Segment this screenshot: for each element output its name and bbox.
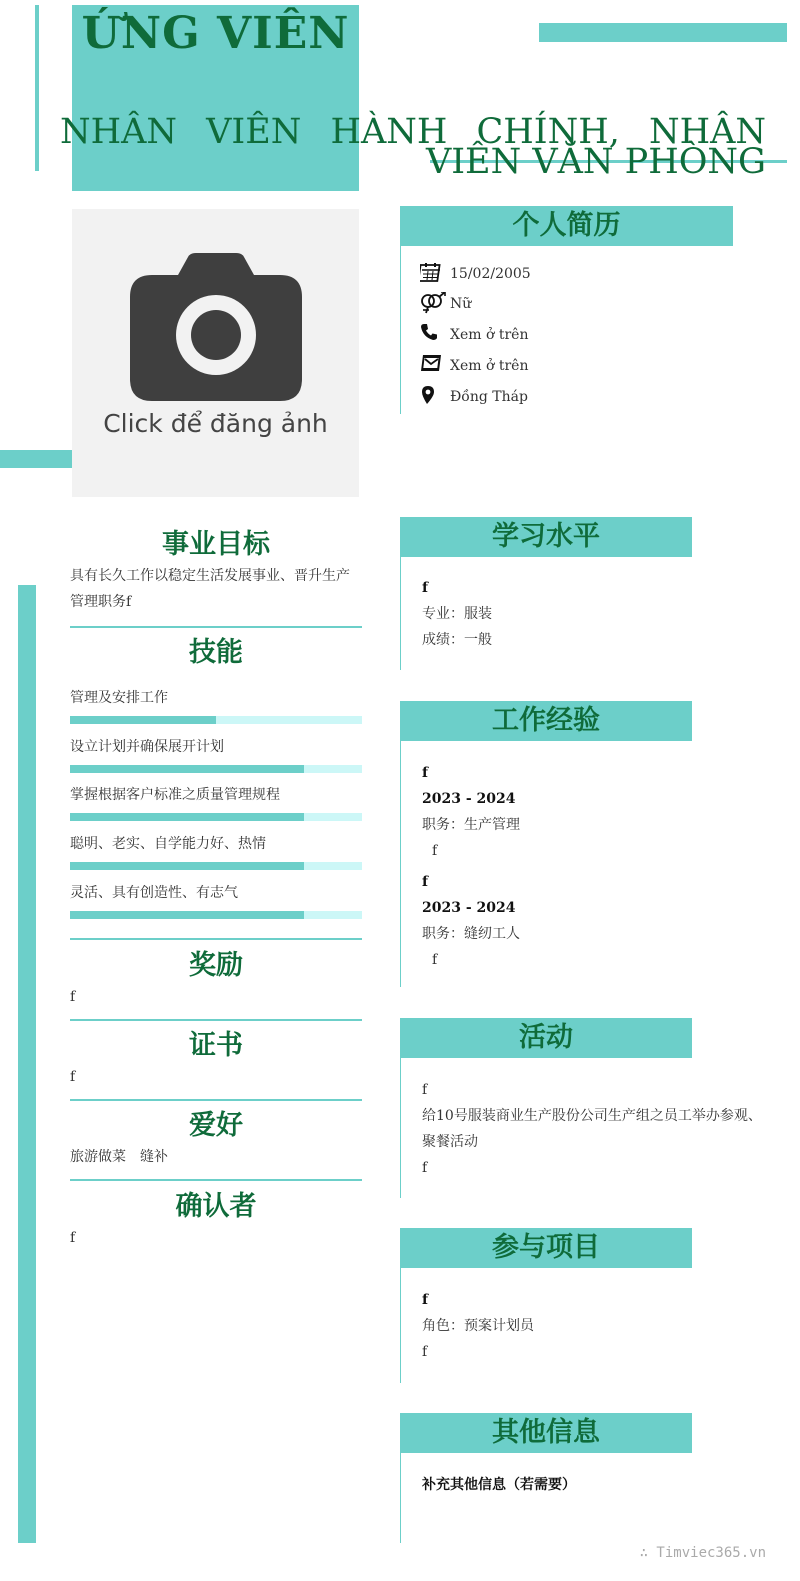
personal-heading: 个人简历 xyxy=(400,206,733,246)
skill-item xyxy=(70,785,362,821)
skill-name[interactable]: 管理及安排工作 xyxy=(70,690,168,706)
projects-body xyxy=(422,1287,762,1365)
experience-heading: 工作经验 xyxy=(400,701,692,741)
awards-text[interactable]: f xyxy=(70,989,76,1005)
career-heading: 事业目标 xyxy=(162,529,270,560)
certificates-section xyxy=(70,1028,362,1090)
photo-caption: Click để đăng ảnh xyxy=(103,409,328,438)
skill-item xyxy=(70,883,362,919)
divider xyxy=(70,938,362,940)
references-heading: 确认者 xyxy=(175,1191,257,1222)
hobbies-heading: 爱好 xyxy=(189,1110,243,1141)
skill-item xyxy=(70,688,362,724)
education-heading: 学习水平 xyxy=(400,517,692,557)
skills-heading: 技能 xyxy=(189,637,243,668)
project-desc[interactable]: f xyxy=(422,1344,428,1360)
skill-name[interactable]: 设立计划并确保展开计划 xyxy=(70,739,224,755)
activity-desc[interactable]: 给10号服装商业生产股份公司生产组之员工举办参观、聚餐活动 xyxy=(422,1108,762,1150)
decor-bar-left-top xyxy=(35,5,39,171)
references-section xyxy=(70,1189,362,1251)
job-desc[interactable]: f xyxy=(432,952,438,968)
skill-bar xyxy=(70,716,362,724)
decor-bar-top-right xyxy=(539,23,787,42)
location-value[interactable]: Đồng Tháp xyxy=(450,389,528,405)
career-text[interactable]: 具有长久工作以稳定生活发展事业、晋升生产管理职务f xyxy=(70,568,350,610)
education-body xyxy=(422,575,762,653)
education-border xyxy=(400,557,401,670)
work-period[interactable]: 2023 - 2024 xyxy=(422,791,516,807)
experience-item xyxy=(422,869,762,973)
phone-value[interactable]: Xem ở trên xyxy=(450,327,529,343)
job-desc[interactable]: f xyxy=(432,843,438,859)
other-text[interactable]: 补充其他信息（若需要） xyxy=(422,1477,576,1493)
other-border xyxy=(400,1453,401,1543)
divider xyxy=(70,1099,362,1101)
skill-bar xyxy=(70,911,362,919)
job-role[interactable]: 职务：生产管理 xyxy=(422,817,520,833)
skill-item xyxy=(70,834,362,870)
work-period[interactable]: 2023 - 2024 xyxy=(422,900,516,916)
project-role[interactable]: 角色：预案计划员 xyxy=(422,1318,534,1334)
skill-bar-fill xyxy=(70,716,216,724)
email-icon xyxy=(420,354,442,372)
activity-note[interactable]: f xyxy=(422,1160,428,1176)
company-name[interactable]: f xyxy=(422,874,429,890)
education-grade[interactable]: 成绩：一般 xyxy=(422,632,492,648)
phone-icon xyxy=(420,323,438,341)
activities-border xyxy=(400,1058,401,1198)
skill-name[interactable]: 聪明、老实、自学能力好、热情 xyxy=(70,836,266,852)
skill-item xyxy=(70,737,362,773)
skill-bar-fill xyxy=(70,862,304,870)
divider xyxy=(70,1179,362,1181)
photo-upload[interactable] xyxy=(72,209,359,497)
gender-value[interactable]: Nữ xyxy=(450,296,472,312)
experience-item xyxy=(422,760,762,864)
awards-heading: 奖励 xyxy=(189,950,243,981)
activities-heading: 活动 xyxy=(400,1018,692,1058)
awards-section xyxy=(70,948,362,1010)
skill-bar xyxy=(70,813,362,821)
certificates-heading: 证书 xyxy=(189,1030,243,1061)
divider xyxy=(70,1019,362,1021)
skill-bar xyxy=(70,765,362,773)
email-value[interactable]: Xem ở trên xyxy=(450,358,529,374)
experience-border xyxy=(400,741,401,987)
activity-org[interactable]: f xyxy=(422,1082,428,1098)
position-title[interactable]: NHÂN VIÊN HÀNH CHÍNH, NHÂN VIÊN VĂN PHÒNG xyxy=(60,112,766,182)
skill-bar-fill xyxy=(70,911,304,919)
projects-heading: 参与项目 xyxy=(400,1228,692,1268)
personal-border xyxy=(400,246,401,414)
skill-bar-fill xyxy=(70,813,304,821)
other-heading: 其他信息 xyxy=(400,1413,692,1453)
footer-brand: ∴ Timviec365.vn xyxy=(639,1545,766,1561)
hobbies-section xyxy=(70,1108,362,1170)
company-name[interactable]: f xyxy=(422,765,429,781)
activities-body xyxy=(422,1077,762,1181)
skills-section xyxy=(70,635,362,671)
hobbies-text[interactable]: 旅游做菜 缝补 xyxy=(70,1149,168,1165)
divider xyxy=(70,626,362,628)
skill-name[interactable]: 灵活、具有创造性、有志气 xyxy=(70,885,238,901)
skill-bar xyxy=(70,862,362,870)
education-major[interactable]: 专业：服装 xyxy=(422,606,492,622)
gender-icon xyxy=(420,292,448,314)
school-name[interactable]: f xyxy=(422,580,429,596)
decor-bar-left-mid xyxy=(0,450,72,468)
skill-name[interactable]: 掌握根据客户标准之质量管理规程 xyxy=(70,787,280,803)
calendar-icon xyxy=(420,262,442,282)
project-name[interactable]: f xyxy=(422,1292,429,1308)
other-body xyxy=(422,1472,762,1498)
camera-icon xyxy=(130,251,302,401)
candidate-name[interactable]: ỨNG VIÊN xyxy=(81,8,350,59)
certificates-text[interactable]: f xyxy=(70,1069,76,1085)
references-text[interactable]: f xyxy=(70,1230,76,1246)
projects-border xyxy=(400,1268,401,1383)
location-icon xyxy=(420,385,436,405)
dob-value[interactable]: 15/02/2005 xyxy=(450,266,531,282)
decor-bar-left-long xyxy=(18,585,36,1543)
skill-bar-fill xyxy=(70,765,304,773)
job-role[interactable]: 职务：缝纫工人 xyxy=(422,926,520,942)
career-section xyxy=(70,527,362,615)
